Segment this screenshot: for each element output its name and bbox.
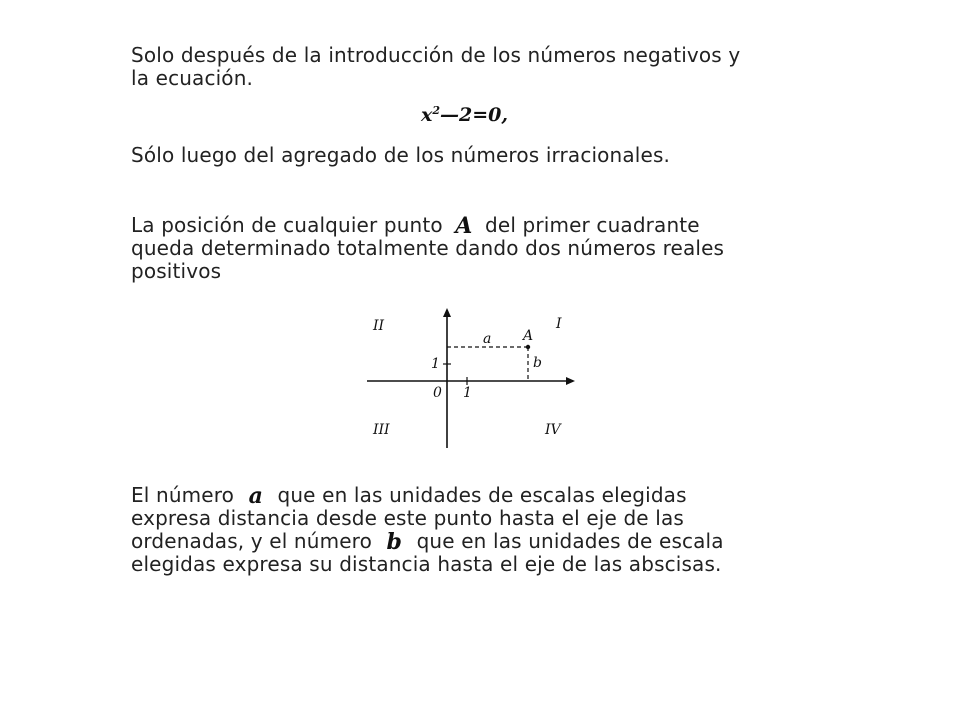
intro-line-1: Solo después de la introducción de los números negativos y <box>131 43 741 67</box>
quadrant-2-label: II <box>373 318 385 334</box>
equation-base: x <box>421 104 433 126</box>
label-b: b <box>533 355 542 371</box>
explanation-line-3 <box>131 530 724 553</box>
y-unit-label: 1 <box>431 356 440 372</box>
position-paragraph <box>131 214 724 283</box>
x-axis-arrow <box>566 377 575 385</box>
quadrant-4-label: IV <box>545 422 561 438</box>
irrational-line: Sólo luego del agregado de los números irracionales. <box>131 143 671 167</box>
quadrant-1-label: I <box>556 316 562 332</box>
explanation-line-2: expresa distancia desde este punto hasta el eje de las <box>131 506 684 530</box>
equation-rest: —2=0, <box>439 104 508 126</box>
x-unit-label: 1 <box>463 385 472 401</box>
point-a <box>526 345 530 349</box>
position-line-3: positivos <box>131 259 222 283</box>
coordinate-diagram <box>363 304 583 454</box>
explanation-line-1-end: que en las unidades de escalas elegidas <box>277 483 687 507</box>
point-a-label: A <box>523 328 534 344</box>
position-line-1-end: del primer cuadrante <box>485 213 700 237</box>
y-axis-arrow <box>443 308 451 317</box>
origin-label: 0 <box>433 385 442 401</box>
equation-exponent: 2 <box>432 104 440 117</box>
label-a: a <box>483 331 492 347</box>
explanation-line-3-start: ordenadas, y el número <box>131 529 372 553</box>
position-line-1-start: La posición de cualquier punto <box>131 213 443 237</box>
point-a-symbol: A <box>455 213 473 239</box>
intro-line-2: la ecuación. <box>131 66 254 90</box>
explanation-line-1-start: El número <box>131 483 235 507</box>
explanation-line-4: elegidas expresa su distancia hasta el eje de las abscisas. <box>131 552 722 576</box>
var-a-symbol: a <box>248 483 263 509</box>
irrational-paragraph <box>131 144 670 167</box>
position-line-1 <box>131 214 724 237</box>
var-b-symbol: b <box>386 529 403 555</box>
equation <box>421 100 508 126</box>
explanation-paragraph <box>131 484 724 576</box>
explanation-line-3-end: que en las unidades de escala <box>416 529 724 553</box>
position-line-2: queda determinado totalmente dando dos números reales <box>131 236 725 260</box>
quadrant-3-label: III <box>373 422 390 438</box>
explanation-line-1 <box>131 484 724 507</box>
intro-paragraph <box>131 44 740 90</box>
